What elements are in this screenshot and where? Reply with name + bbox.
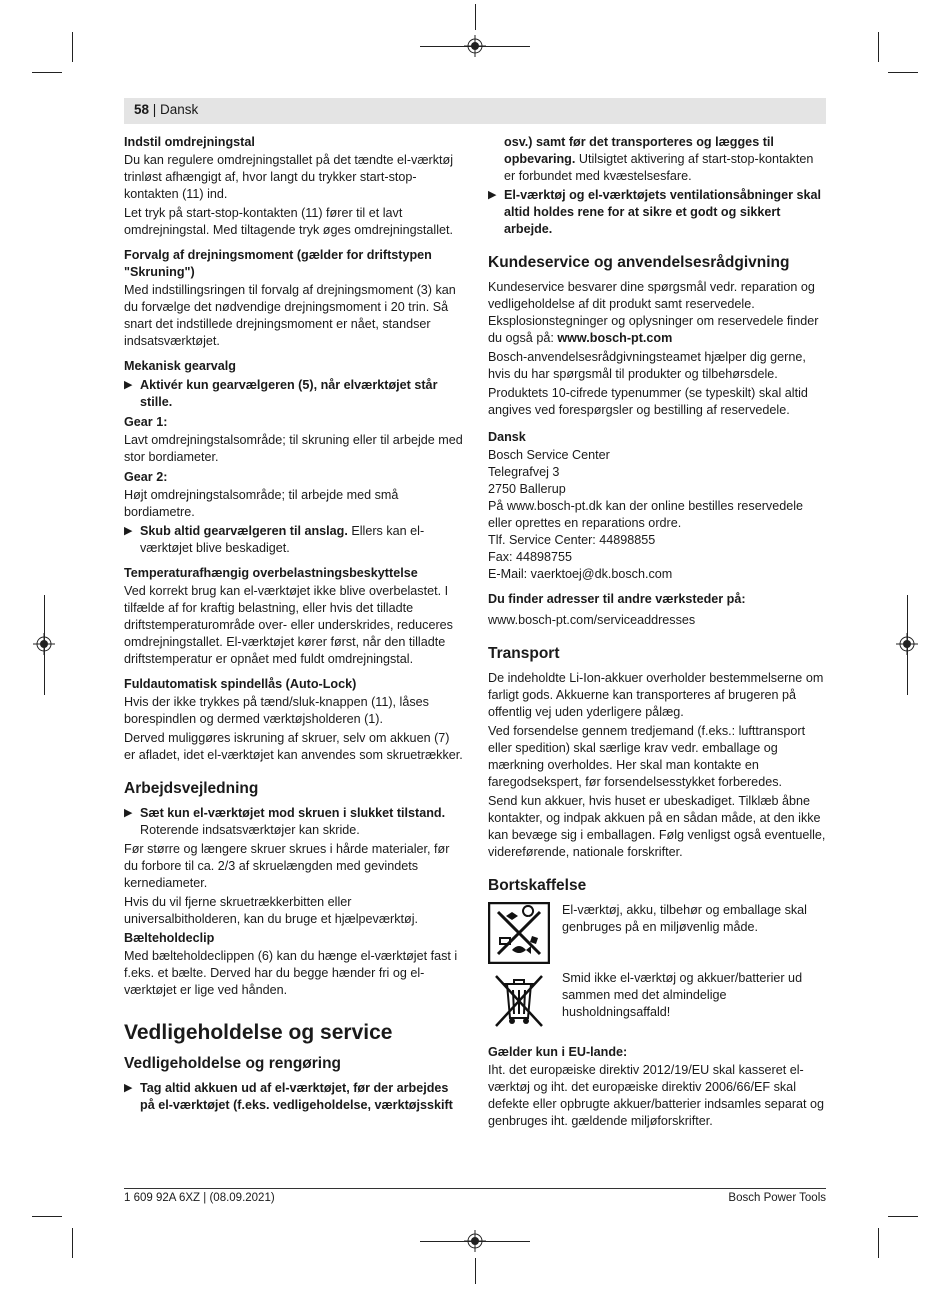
bullet-text: Roterende indsatsværktøjer kan skride.	[140, 823, 360, 837]
crop-mark	[32, 1216, 62, 1217]
crop-mark	[878, 1228, 879, 1258]
bullet-text: osv.) samt før det transporteres og lægges til opbevaring.	[504, 135, 774, 166]
recycle-symbol-icon	[488, 902, 550, 964]
paragraph: Hvis der ikke trykkes på tænd/sluk-knappen (11), låses borespindlen og dermed værktøjsholderen (1).	[124, 695, 429, 726]
service-address-link[interactable]: www.bosch-pt.com/serviceaddresses	[488, 613, 696, 627]
heading-overbelastning: Temperaturafhængig overbelastningsbeskyttelse	[124, 566, 418, 580]
phone-line: Tlf. Service Center: 44898855	[488, 533, 656, 547]
crop-mark	[888, 72, 918, 73]
bullet-item	[124, 523, 464, 557]
heading-bortskaffelse: Bortskaffelse	[488, 877, 587, 894]
paragraph: Let tryk på start-stop-kontakten (11) fører til et lavt omdrejningstal. Med tiltagende tryk øges omdrejningstallet.	[124, 206, 453, 237]
paragraph: De indeholdte Li-Ion-akkuer overholder bestemmelserne om farligt gods. Akkuerne kan transporteres af brugeren på offentlig vej uden yderligere pålæg.	[488, 671, 824, 719]
paragraph: Du kan regulere omdrejningstallet på det tændte el-værktøj trinløst afhængigt af, hvor langt du trykker start-stop-kontakten (11) ind.	[124, 153, 453, 201]
left-column	[124, 134, 464, 1116]
paragraph: Med bælteholdeclippen (6) kan du hænge el-værktøjet fast i f.eks. et bælte. Derved har du begge hænder fri og el-værktøjet er lige ved hånden.	[124, 949, 458, 997]
address-line: Telegrafvej 3	[488, 465, 560, 479]
bullet-text: Tag altid akkuen ud af el-værktøjet, før der arbejdes på el-værktøjet (f.eks. vedligeholdelse, værktøjsskift	[140, 1081, 453, 1112]
paragraph: Iht. det europæiske direktiv 2012/19/EU skal kasseret el-værktøj og iht. det europæiske direktiv 2006/66/EF skal defekte eller opbrugte akkuer/batterier indsamles separat og genbruges iht. gældende miljøforskrifter.	[488, 1063, 825, 1128]
heading-gearvalg: Mekanisk gearvalg	[124, 359, 237, 373]
bullet-text: El-værktøj og el-værktøjets ventilationsåbninger skal altid holdes rene for at sikre et godt og sikkert arbejde.	[504, 188, 822, 236]
email-line: E-Mail: vaerktoej@dk.bosch.com	[488, 567, 673, 581]
paragraph: Lavt omdrejningstalsområde; til skruning eller til arbejde med stor bordiameter.	[124, 433, 463, 464]
section-language: Dansk	[160, 102, 199, 117]
bin-text: Smid ikke el-værktøj og akkuer/batterier ud sammen med det almindelige husholdningsaffald!	[562, 971, 803, 1019]
heading-drejningsmoment: Forvalg af drejningsmoment (gælder for driftstypen "Skruning")	[124, 248, 432, 279]
bullet-item	[488, 187, 826, 238]
bullet-continuation	[488, 134, 826, 185]
paragraph	[488, 279, 826, 347]
heading-dansk: Dansk	[488, 430, 526, 444]
bullet-item	[124, 1080, 464, 1114]
paragraph: Send kun akkuer, hvis huset er ubeskadiget. Tilklæb åbne kontakter, og indpak akkuen på en sådan måde, at den ikke kan bevæge sig i emballagen. Følg venligst også eventuelle, videreførende, nationale forskrifter.	[488, 794, 826, 859]
bin-row	[488, 970, 826, 1032]
paragraph: Derved muliggøres iskruning af skruer, selv om akkuen (7) er afladet, idet el-værktøjet kan anvendes som skruetrækker.	[124, 731, 463, 762]
crop-mark	[420, 1241, 530, 1242]
footer-rule	[124, 1188, 826, 1189]
arrow-bullet-icon: ▶	[124, 379, 133, 391]
heading-kundeservice: Kundeservice og anvendelsesrådgivning	[488, 254, 790, 271]
arrow-bullet-icon: ▶	[488, 189, 497, 201]
bullet-item	[124, 805, 464, 839]
heading-omdrejningstal: Indstil omdrejningstal	[124, 135, 255, 149]
heading-addresses: Du finder adresser til andre værksteder på:	[488, 592, 746, 606]
paragraph: Bosch-anvendelsesrådgivningsteamet hjælper dig gerne, hvis du har spørgsmål til produkter og tilbehørsdele.	[488, 350, 806, 381]
arrow-bullet-icon: ▶	[124, 1082, 133, 1094]
paragraph: Med indstillingsringen til forvalg af drejningsmoment (3) kan du forvælge det nødvendige drejningsmoment i 20 trin. Så snart det indstillede drejningsmoment er nået, standser indsatsværktøjet.	[124, 283, 456, 348]
crop-mark	[888, 1216, 918, 1217]
website-link[interactable]: www.bosch-pt.com	[557, 331, 673, 345]
heading-transport: Transport	[488, 645, 560, 662]
crop-mark	[72, 32, 73, 62]
crop-mark	[72, 1228, 73, 1258]
crossed-out-bin-icon	[488, 970, 550, 1032]
heading-rengoering: Vedligeholdelse og rengøring	[124, 1055, 342, 1072]
header-text: 58 | Dansk	[134, 102, 199, 117]
page-header	[124, 98, 826, 124]
footer-brand: Bosch Power Tools	[728, 1192, 826, 1204]
fax-line: Fax: 44898755	[488, 550, 573, 564]
page-number: 58	[134, 102, 150, 117]
heading-spindellaas: Fuldautomatisk spindellås (Auto-Lock)	[124, 677, 357, 691]
bullet-text: Sæt kun el-værktøjet mod skruen i slukket tilstand.	[140, 806, 446, 820]
right-column	[488, 134, 826, 1130]
heading-eu: Gælder kun i EU-lande:	[488, 1045, 628, 1059]
heading-clip: Bælteholdeclip	[124, 931, 215, 945]
address-line: På www.bosch-pt.dk kan der online bestilles reservedele eller oprettes en reparations ordre.	[488, 499, 804, 530]
paragraph: Ved korrekt brug kan el-værktøjet ikke blive overbelastet. I tilfælde af for kraftig belastning, eller hvis det tilladte driftstemperaturområde over- eller underskrides, reduceres omdrejningstallet. El-værktøjet kører først, når den tilladte driftstemperatur er opnået med fuldt omdrejningstal.	[124, 584, 453, 666]
address-line: Bosch Service Center	[488, 448, 610, 462]
recycle-text: El-værktøj, akku, tilbehør og emballage skal genbruges på en miljøvenlig måde.	[562, 903, 807, 934]
bullet-text: Ellers kan el-værktøjet blive beskadiget.	[140, 524, 425, 555]
bullet-item	[124, 377, 464, 411]
paragraph-text: Kundeservice besvarer dine spørgsmål vedr. reparation og vedligeholdelse af dit produkt samt reservedele. Eksplosionstegninger og oplysninger om reservedele finder du også på:	[488, 280, 819, 345]
crop-mark	[420, 46, 530, 47]
crop-mark	[44, 595, 45, 695]
crop-mark	[475, 1258, 476, 1284]
paragraph: Produktets 10-cifrede typenummer (se typeskilt) skal altid angives ved forespørgsler og bestilling af reservedele.	[488, 386, 808, 417]
heading-vedligeholdelse: Vedligeholdelse og service	[124, 1021, 393, 1044]
footer-doc-number: 1 609 92A 6XZ | (08.09.2021)	[124, 1192, 275, 1204]
crop-mark	[475, 4, 476, 30]
gear1-label: Gear 1:	[124, 415, 168, 429]
bullet-text: Utilsigtet aktivering af start-stop-kontakten er forbundet med kvæstelsesfare.	[504, 152, 814, 183]
gear2-label: Gear 2:	[124, 470, 168, 484]
crop-mark	[907, 595, 908, 695]
address-line: 2750 Ballerup	[488, 482, 566, 496]
bullet-text: Aktivér kun gearvælgeren (5), når elværktøjet står stille.	[140, 378, 438, 409]
bullet-text: Skub altid gearvælgeren til anslag.	[140, 524, 348, 538]
heading-arbejdsvejledning: Arbejdsvejledning	[124, 780, 259, 797]
arrow-bullet-icon: ▶	[124, 807, 133, 819]
paragraph: Hvis du vil fjerne skruetrækkerbitten eller universalbitholderen, kan du bruge et hjælpeværktøj.	[124, 895, 419, 926]
crop-mark	[32, 72, 62, 73]
arrow-bullet-icon: ▶	[124, 525, 133, 537]
recycle-row	[488, 902, 826, 964]
crop-mark	[878, 32, 879, 62]
paragraph: Højt omdrejningstalsområde; til arbejde med små bordiametre.	[124, 488, 399, 519]
paragraph: Før større og længere skruer skrues i hårde materialer, før du forbore til ca. 2/3 af skruelængden med gevindets kernediameter.	[124, 842, 450, 890]
paragraph: Ved forsendelse gennem tredjemand (f.eks.: lufttransport eller spedition) skal særlige krav vedr. emballage og mærkning overholdes. Her skal man kontakte en faregodsekspert, før forsendelsesstykket forberedes.	[488, 724, 806, 789]
